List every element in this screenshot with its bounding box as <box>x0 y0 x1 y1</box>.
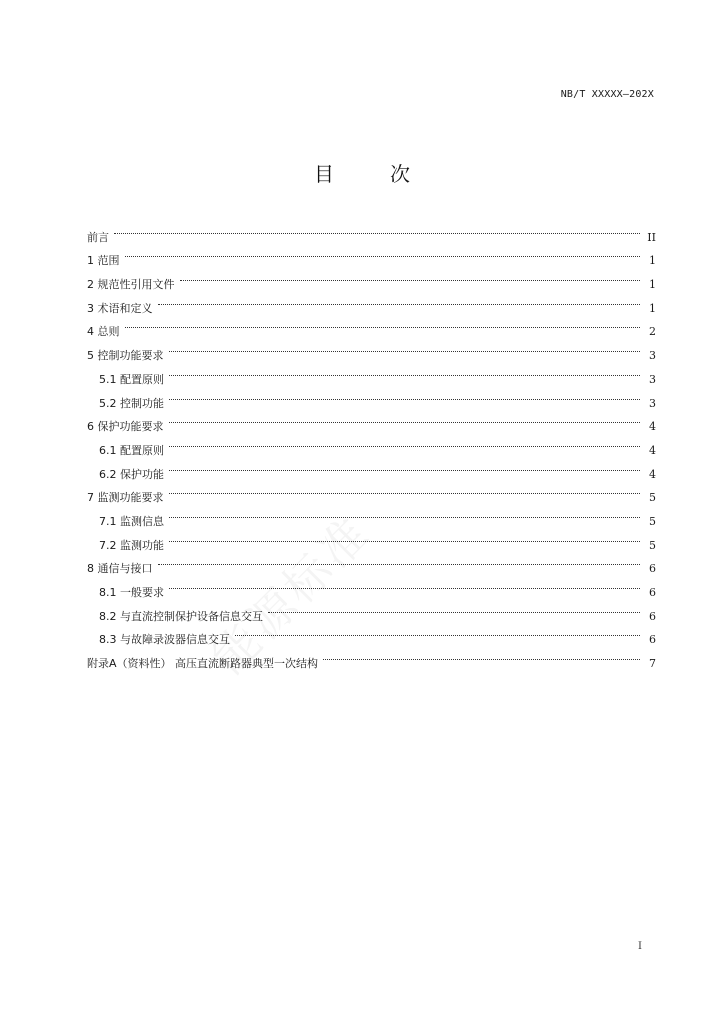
toc-entry[interactable] <box>87 572 656 599</box>
toc-entry[interactable] <box>87 383 656 410</box>
toc-leader-dots <box>167 454 644 478</box>
toc-entry-page: 6 <box>649 609 656 623</box>
toc-entry-page: 1 <box>649 278 656 292</box>
toc-leader-dots <box>178 264 645 288</box>
toc-entry-page: 1 <box>649 301 656 315</box>
toc-entry-page: 5 <box>649 538 656 552</box>
toc-leader-dots <box>167 335 645 359</box>
toc-leader-dots <box>156 288 645 312</box>
toc-entry-title: 附录A（资料性） 高压直流断路器典型一次结构 <box>87 657 319 671</box>
toc-entry-page: 5 <box>649 491 656 505</box>
toc-entry-title: 7.1 监测信息 <box>99 514 164 528</box>
toc-entry[interactable] <box>87 241 656 268</box>
toc-entry-title: 7.2 监测功能 <box>99 538 164 552</box>
toc-entry[interactable] <box>87 478 656 505</box>
toc-entry[interactable] <box>87 288 656 315</box>
toc-entry-page: 2 <box>649 325 656 339</box>
toc-entry-title: 8 通信与接口 <box>87 562 153 576</box>
page-number: I <box>638 941 642 952</box>
toc-entry-title: 2 规范性引用文件 <box>87 278 175 292</box>
toc-entry-page: 3 <box>649 396 656 410</box>
toc-entry-title: 8.2 与直流控制保护设备信息交互 <box>99 609 263 623</box>
toc-leader-dots <box>167 359 644 383</box>
toc-leader-dots <box>167 572 644 596</box>
toc-entry[interactable] <box>87 359 656 386</box>
toc-leader-dots <box>167 478 645 502</box>
toc-entry-page: 6 <box>649 562 656 576</box>
toc-entry-title: 8.1 一般要求 <box>99 586 164 599</box>
toc-entry-page: 1 <box>649 254 656 268</box>
toc-entry-page: 7 <box>649 657 656 671</box>
toc-entry-page: 3 <box>649 372 656 386</box>
toc-entry-title: 5.2 控制功能 <box>99 396 164 410</box>
toc-leader-dots <box>167 525 644 549</box>
toc-entry[interactable] <box>87 430 656 457</box>
toc-entry-title: 7 监测功能要求 <box>87 491 164 505</box>
toc-entry[interactable] <box>87 525 656 552</box>
toc-entry-title: 6 保护功能要求 <box>87 420 164 434</box>
toc-leader-dots <box>233 620 644 644</box>
standard-code: NB/T XXXXX—202X <box>560 89 654 100</box>
toc-entry[interactable] <box>87 549 656 576</box>
toc-entry-page: 5 <box>649 514 656 528</box>
toc-entry-title: 3 术语和定义 <box>87 301 153 315</box>
toc-entry-page: 4 <box>649 443 656 457</box>
toc-entry-page: 4 <box>649 467 656 481</box>
toc-entry-title: 6.2 保护功能 <box>99 467 164 481</box>
toc-entry-title: 6.1 配置原则 <box>99 443 164 457</box>
toc-entry[interactable] <box>87 407 656 434</box>
toc-leader-dots <box>156 549 645 573</box>
toc-entry-page: 6 <box>649 586 656 599</box>
toc-leader-dots <box>167 383 644 407</box>
toc-leader-dots <box>123 312 645 336</box>
toc-entry[interactable] <box>87 264 656 292</box>
toc-entry-title: 前言 <box>87 230 109 244</box>
toc-entry-title: 5 控制功能要求 <box>87 349 164 363</box>
toc-entry[interactable] <box>87 312 656 339</box>
toc-leader-dots <box>112 217 644 241</box>
toc-entry[interactable] <box>87 217 656 244</box>
toc-entry-title: 5.1 配置原则 <box>99 372 164 386</box>
toc-title: 目 次 <box>314 162 428 186</box>
toc-entry-title: 1 范围 <box>87 254 120 268</box>
toc-entry-page: 4 <box>649 420 656 434</box>
toc-entry[interactable] <box>87 596 656 623</box>
toc-entry-page: 6 <box>649 633 656 647</box>
toc-entry-title: 8.3 与故障录波器信息交互 <box>99 633 230 647</box>
table-of-contents <box>87 217 656 671</box>
toc-entry-title: 4 总则 <box>87 325 120 339</box>
toc-entry[interactable] <box>87 501 656 528</box>
toc-entry[interactable] <box>87 454 656 481</box>
toc-entry-page: 3 <box>649 349 656 363</box>
toc-leader-dots <box>321 643 644 667</box>
toc-leader-dots <box>167 407 645 431</box>
toc-entry[interactable] <box>87 335 656 363</box>
toc-leader-dots <box>123 241 645 265</box>
toc-entry-page: II <box>647 230 656 244</box>
toc-leader-dots <box>167 430 644 454</box>
toc-leader-dots <box>266 596 644 620</box>
toc-leader-dots <box>167 501 644 525</box>
